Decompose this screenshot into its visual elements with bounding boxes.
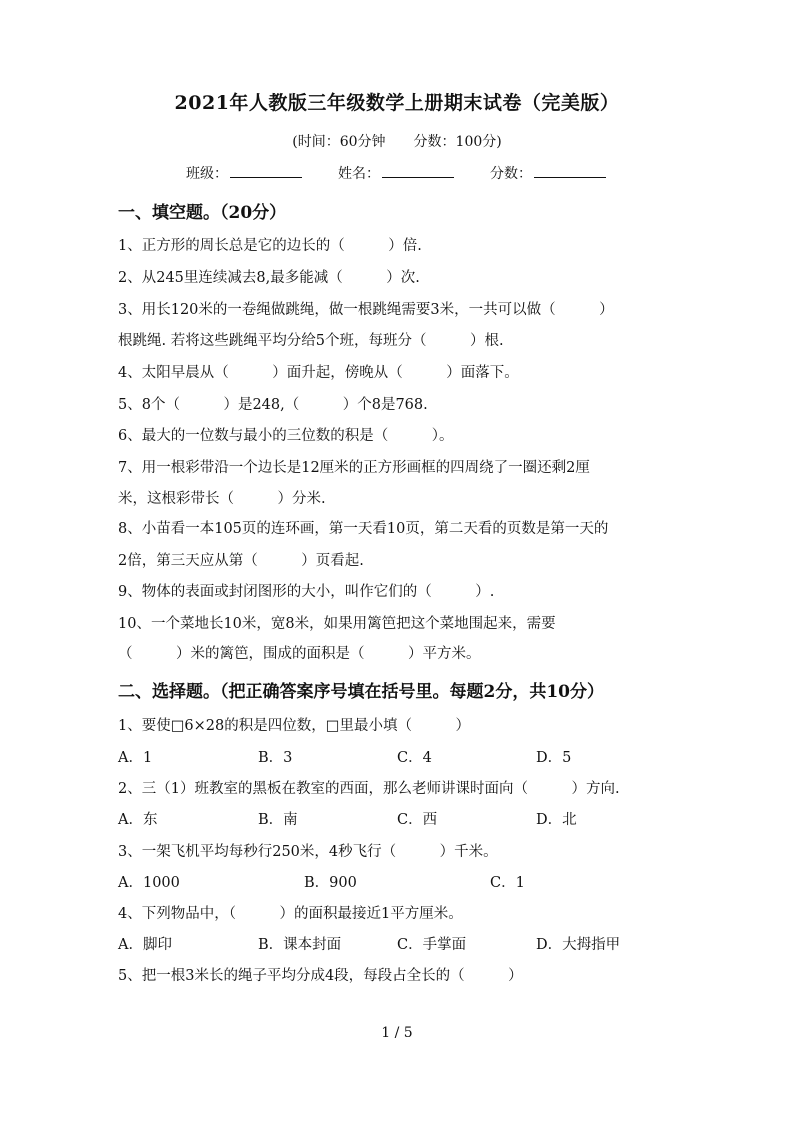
score-blank[interactable] bbox=[534, 163, 606, 178]
fill-line: 2、从245里连续减去8,最多能减（ ）次. bbox=[118, 270, 420, 286]
choice-option: C．西 bbox=[397, 812, 438, 828]
score-field bbox=[490, 163, 606, 183]
class-blank[interactable] bbox=[230, 163, 302, 178]
fill-line: 3、用长120米的一卷绳做跳绳，做一根跳绳需要3米，一共可以做（ ） bbox=[118, 302, 614, 318]
fill-line: 8、小苗看一本105页的连环画，第一天看10页，第二天看的页数是第一天的 bbox=[118, 521, 609, 537]
choice-option: C．手掌面 bbox=[397, 937, 467, 953]
choice-option: D．北 bbox=[536, 812, 577, 828]
choice-option: A．1000 bbox=[118, 875, 180, 891]
fill-line: 2倍，第三天应从第（ ）页看起. bbox=[118, 553, 364, 569]
exam-meta: (时间：60分钟 分数：100分) bbox=[292, 134, 502, 150]
fill-line: 7、用一根彩带沿一个边长是12厘米的正方形画框的四周绕了一圈还剩2厘 bbox=[118, 460, 590, 476]
choice-option: B．3 bbox=[258, 750, 293, 766]
fill-line: 9、物体的表面或封闭图形的大小，叫作它们的（ ）. bbox=[118, 584, 495, 600]
section-1-heading: 一、填空题。（20分） bbox=[118, 203, 287, 223]
choice-option: B．南 bbox=[258, 812, 298, 828]
choice-option: A．1 bbox=[118, 750, 153, 766]
page-title: 2021年人教版三年级数学上册期末试卷（完美版） bbox=[174, 92, 620, 114]
choice-option: D．5 bbox=[536, 750, 572, 766]
fill-line: 米，这根彩带长（ ）分米. bbox=[118, 491, 326, 507]
score-label: 分数： bbox=[490, 166, 532, 182]
choice-question: 4、下列物品中，（ ）的面积最接近1平方厘米。 bbox=[118, 906, 463, 922]
choice-option: A．脚印 bbox=[118, 937, 172, 953]
choice-option: B．课本封面 bbox=[258, 937, 342, 953]
choice-option: A．东 bbox=[118, 812, 158, 828]
class-label: 班级： bbox=[186, 166, 228, 182]
section-2-heading: 二、选择题。（把正确答案序号填在括号里。每题2分，共10分） bbox=[118, 682, 604, 702]
fill-line: 6、最大的一位数与最小的三位数的积是（ ）。 bbox=[118, 428, 454, 444]
class-field bbox=[186, 163, 302, 183]
choice-question: 5、把一根3米长的绳子平均分成4段，每段占全长的（ ） bbox=[118, 968, 523, 984]
fill-line: 4、太阳早晨从（ ）面升起，傍晚从（ ）面落下。 bbox=[118, 365, 519, 381]
fill-line: 根跳绳. 若将这些跳绳平均分给5个班，每班分（ ）根. bbox=[118, 333, 504, 349]
fill-line: 10、一个菜地长10米，宽8米，如果用篱笆把这个菜地围起来，需要 bbox=[118, 616, 556, 632]
choice-option: C．1 bbox=[490, 875, 525, 891]
choice-question: 3、一架飞机平均每秒行250米，4秒飞行（ ）千米。 bbox=[118, 844, 498, 860]
fill-line: （ ）米的篱笆，围成的面积是（ ）平方米。 bbox=[118, 646, 481, 662]
page-number: 1 / 5 bbox=[381, 1025, 413, 1041]
name-field bbox=[338, 163, 454, 183]
choice-option: D．大拇指甲 bbox=[536, 937, 621, 953]
choice-question: 2、三（1）班教室的黑板在教室的西面，那么老师讲课时面向（ ）方向. bbox=[118, 781, 620, 797]
choice-option: B．900 bbox=[304, 875, 357, 891]
fill-line: 5、8个（ ）是248,（ ）个8是768. bbox=[118, 397, 428, 413]
name-label: 姓名： bbox=[338, 166, 380, 182]
fill-line: 1、正方形的周长总是它的边长的（ ）倍. bbox=[118, 238, 422, 254]
name-blank[interactable] bbox=[382, 163, 454, 178]
choice-question: 1、要使□6×28的积是四位数，□里最小填（ ） bbox=[118, 718, 470, 734]
choice-option: C．4 bbox=[397, 750, 432, 766]
